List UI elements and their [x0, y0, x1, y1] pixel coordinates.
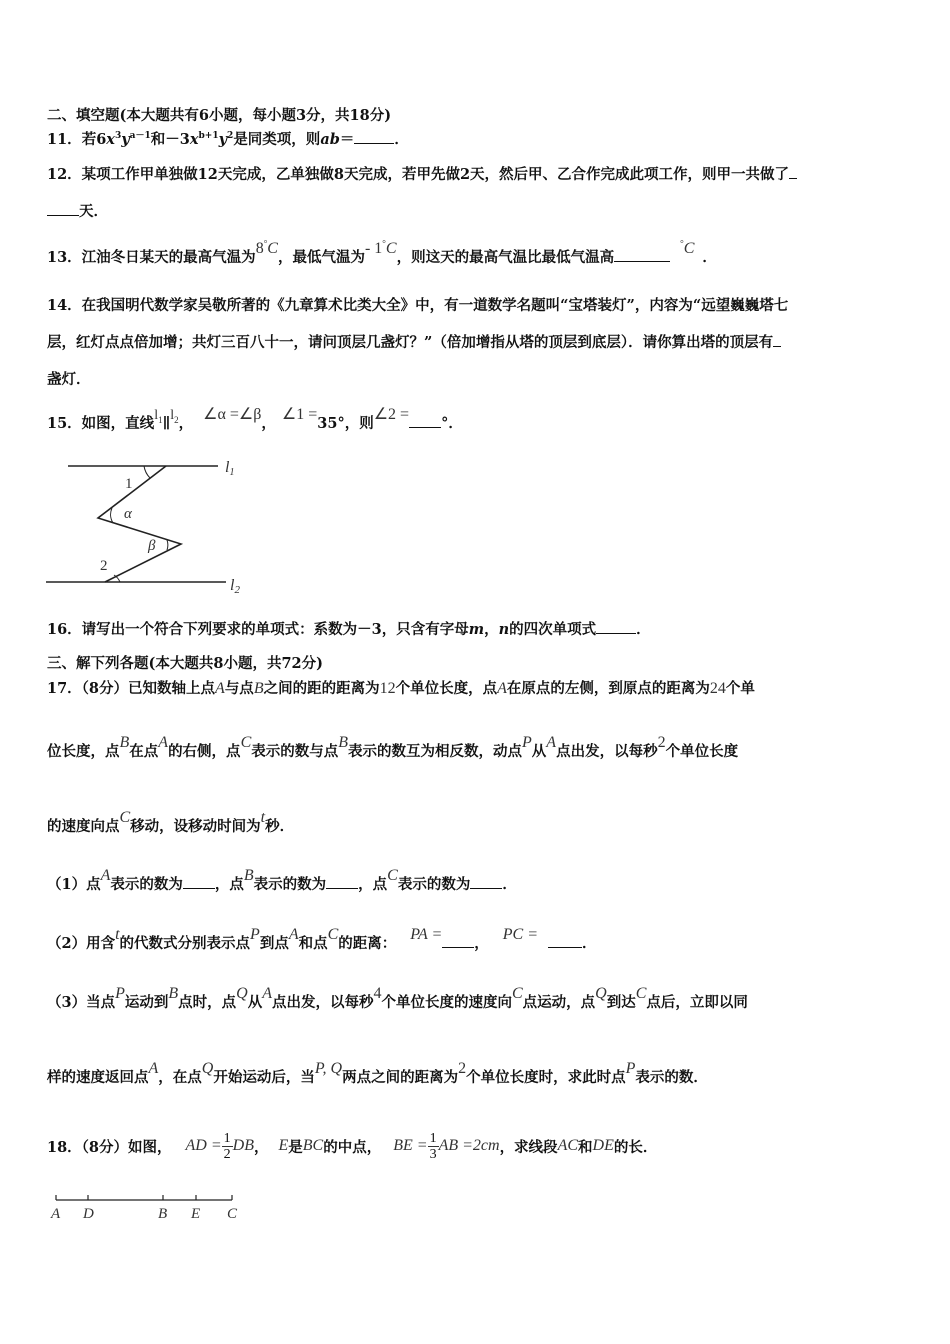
question-17-part2: （2）用含t的代数式分别表示点P到点A和点C的距离：PA =，PC =． — [47, 926, 597, 952]
question-17-part3-line2: 样的速度返回点A，在点Q开始运动后，当P, Q两点之间的距离为2个单位长度时，求此时点P表示的数． — [47, 1060, 708, 1086]
question-17-line3: 的速度向点C移动，设移动时间为t秒． — [47, 809, 295, 835]
answer-blank[interactable] — [326, 876, 358, 889]
question-14-line3: 盏灯． — [47, 371, 91, 388]
zigzag-path — [98, 466, 181, 582]
question-12-line2: 天． — [47, 200, 108, 221]
q18-figure — [46, 1190, 246, 1226]
question-17-line2: 位长度，点B在点A的右侧，点C表示的数与点B表示的数互为相反数，动点P从A点出发，以每秒2个单位长度 — [47, 734, 739, 760]
q15-figure — [40, 452, 255, 597]
question-13: 13．江油冬日某天的最高气温为8°C，最低气温为- 1°C，则这天的最高气温比最低气温高°C． — [47, 238, 717, 266]
label-point-d: D — [83, 1206, 94, 1222]
answer-blank[interactable] — [183, 876, 215, 889]
angle-alpha-arc — [111, 508, 113, 523]
answer-blank[interactable] — [789, 166, 797, 179]
label-angle-2: 2 — [100, 558, 108, 574]
label-angle-1: 1 — [125, 476, 133, 492]
answer-blank[interactable] — [354, 131, 394, 144]
label-point-e: E — [191, 1206, 201, 1222]
answer-blank[interactable] — [47, 203, 79, 216]
question-14-line1: 14．在我国明代数学家吴敬所著的《九章算术比类大全》中，有一道数学名题叫“宝塔装灯”，内容为“远望巍巍塔七 — [47, 297, 789, 314]
label-beta: β — [148, 538, 156, 554]
question-16: 16．请写出一个符合下列要求的单项式：系数为－3，只含有字母m，n的四次单项式 ． — [47, 621, 651, 638]
answer-blank[interactable] — [409, 415, 441, 428]
label-point-b: B — [158, 1206, 168, 1222]
question-17-part1: （1）点A表示的数为 ，点B表示的数为 ，点C表示的数为 ． — [47, 867, 517, 893]
answer-blank[interactable] — [596, 621, 636, 634]
angle-1-arc — [144, 466, 150, 478]
question-12-line1: 12．某项工作甲单独做12天完成，乙单独做8天完成，若甲先做2天，然后甲、乙合作完成此项工作，则甲一共做了 — [47, 163, 797, 184]
fraction-one-half: $\frac{1}{2}$ — [223, 1130, 231, 1162]
question-17-part3: （3）当点P运动到B点时，点Q从A点出发，以每秒4个单位长度的速度向C点运动，点Q到达C点后，立即以同 — [47, 985, 748, 1011]
answer-blank[interactable] — [442, 935, 474, 948]
label-point-a: A — [51, 1206, 61, 1222]
question-17-line1: 17．（8分）已知数轴上点A与点B之间的距的距离为12个单位长度，点A在原点的左侧，到原点的距离为24个单 — [47, 680, 755, 697]
question-15: 15．如图，直线$l_1\parallel l_2$，∠α =∠β，∠1 =35°，则∠2 =°． — [47, 406, 463, 432]
label-alpha: α — [124, 506, 132, 522]
answer-blank[interactable] — [773, 334, 781, 347]
label-l1: l1 — [225, 459, 235, 478]
label-l2: l2 — [230, 577, 240, 596]
label-point-c: C — [227, 1206, 238, 1222]
question-14-line2: 层，红灯点点倍加增；共灯三百八十一，请问顶层几盏灯？”（倍加增指从塔的顶层到底层）．请你算出塔的顶层有 — [47, 331, 781, 352]
fraction-one-third: $\frac{1}{3}$ — [429, 1130, 437, 1162]
question-18: 18．（8分）如图， AD = $\frac{1}{2}$ DB ， E 是 BC 的中点， BE = $\frac{1}{3}$ AB =2cm ，求线段 AC 和 DE 的长． — [47, 1130, 658, 1162]
answer-blank[interactable] — [548, 935, 582, 948]
answer-blank[interactable] — [470, 876, 502, 889]
section3-heading: 三、解下列各题(本大题共8小题，共72分) — [47, 655, 323, 672]
section2-heading: 二、填空题(本大题共有6小题，每小题3分，共18分) — [47, 107, 392, 124]
angle-beta-arc — [167, 540, 168, 550]
question-11: 11．若$6x^3y^{a-1}$和$-3x^{b+1}y^2$是同类项，则ab＝ ． — [47, 131, 409, 148]
answer-blank[interactable] — [614, 249, 670, 262]
